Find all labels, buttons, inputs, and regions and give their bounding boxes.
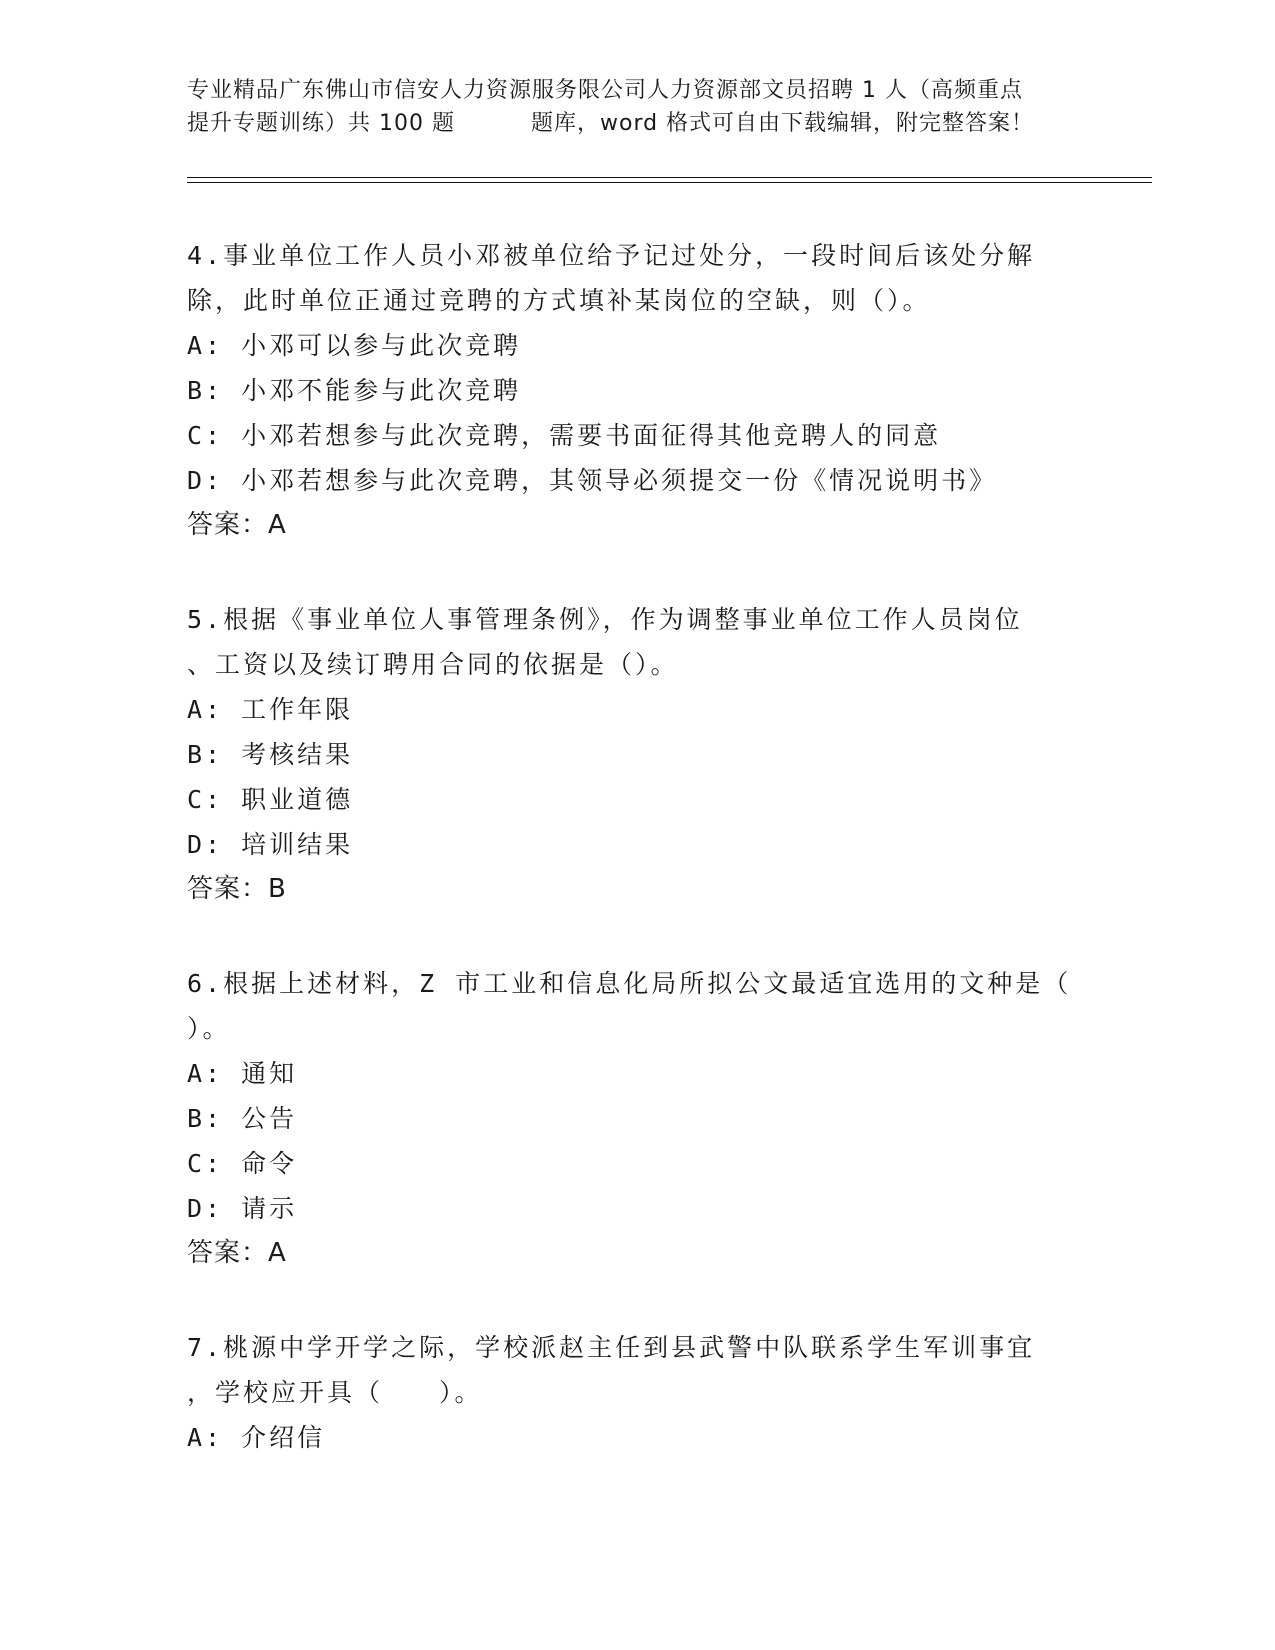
answer: 答案：A bbox=[187, 1238, 287, 1268]
option-a: A: 通知 bbox=[187, 1059, 298, 1088]
option-c: C: 命令 bbox=[187, 1149, 298, 1178]
question-stem: 5.根据《事业单位人事管理条例》，作为调整事业单位工作人员岗位 bbox=[187, 605, 1023, 634]
answer: 答案：B bbox=[187, 874, 287, 904]
header-line-2 bbox=[187, 107, 1087, 140]
option-d: D: 小邓若想参与此次竞聘，其领导必须提交一份《情况说明书》 bbox=[187, 466, 998, 495]
option-c: C: 职业道德 bbox=[187, 785, 354, 814]
option-b: B: 公告 bbox=[187, 1104, 298, 1133]
option-d: D: 培训结果 bbox=[187, 830, 354, 859]
question-stem: 4.事业单位工作人员小邓被单位给予记过处分，一段时间后该处分解 bbox=[187, 241, 1036, 270]
option-a: A: 工作年限 bbox=[187, 695, 354, 724]
header-line-2-right: 题库，word 格式可自由下载编辑，附完整答案！ bbox=[530, 111, 1035, 136]
option-b: B: 考核结果 bbox=[187, 740, 354, 769]
question-stem: 、工资以及续订聘用合同的依据是（）。 bbox=[187, 650, 679, 679]
header-divider-bottom bbox=[187, 182, 1152, 183]
document-header bbox=[187, 74, 1087, 140]
option-a: A: 小邓可以参与此次竞聘 bbox=[187, 331, 522, 360]
question-stem: 7.桃源中学开学之际，学校派赵主任到县武警中队联系学生军训事宜 bbox=[187, 1333, 1036, 1362]
question-stem: ，学校应开具（ ）。 bbox=[187, 1378, 483, 1407]
header-line-2-left: 提升专题训练）共 100 题 bbox=[187, 111, 455, 136]
header-line-1: 专业精品广东佛山市信安人力资源服务限公司人力资源部文员招聘 1 人（高频重点 bbox=[187, 78, 1023, 103]
question-stem: 除，此时单位正通过竞聘的方式填补某岗位的空缺，则（）。 bbox=[187, 286, 931, 315]
question-5 bbox=[187, 597, 1087, 912]
option-b: B: 小邓不能参与此次竞聘 bbox=[187, 376, 522, 405]
option-c: C: 小邓若想参与此次竞聘，需要书面征得其他竞聘人的同意 bbox=[187, 421, 942, 450]
option-a: A: 介绍信 bbox=[187, 1423, 326, 1452]
question-4 bbox=[187, 233, 1087, 548]
question-stem: 6.根据上述材料，Z 市工业和信息化局所拟公文最适宜选用的文种是（ bbox=[187, 969, 1072, 998]
answer: 答案：A bbox=[187, 510, 287, 540]
option-d: D: 请示 bbox=[187, 1194, 298, 1223]
question-stem: ）。 bbox=[187, 1014, 231, 1043]
header-divider-top bbox=[187, 177, 1152, 178]
question-7 bbox=[187, 1325, 1087, 1460]
question-6 bbox=[187, 961, 1087, 1276]
